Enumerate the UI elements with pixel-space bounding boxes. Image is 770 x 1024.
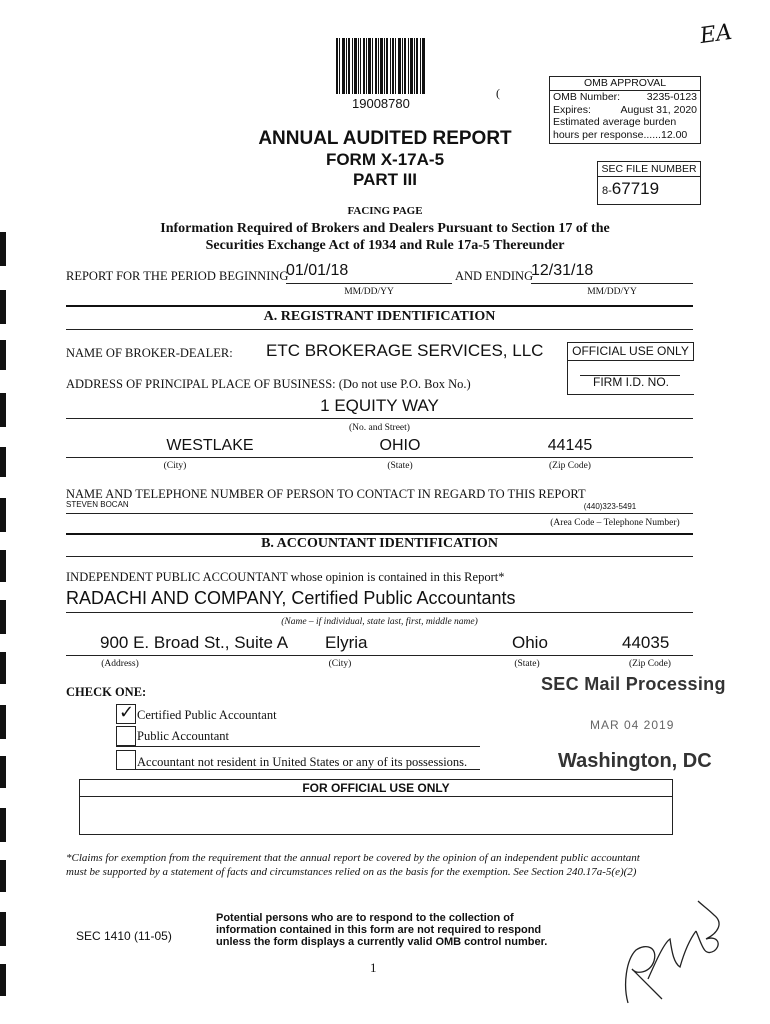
notice-line-1: Potential persons who are to respond to the collection of [216, 912, 514, 924]
option-label-non-resident: Accountant not resident in United States or any of its possessions. [137, 755, 468, 769]
checkmark-icon: ✓ [119, 702, 135, 723]
corner-mark-text: EA [698, 19, 734, 50]
stamp-line-3: Washington, DC [558, 750, 712, 772]
omb-number-label: OMB Number: [553, 91, 621, 103]
city-caption-a: (City) [163, 461, 187, 471]
omb-approval-box [549, 76, 701, 144]
zip-value-a: 44145 [547, 437, 593, 454]
accountant-address-caption: (Address) [101, 659, 139, 669]
accountant-city-caption: (City) [328, 659, 352, 669]
footnote-line-1: *Claims for exemption from the requirement that the annual report be covered by the opinion of an independent public accountant [66, 852, 640, 864]
omb-number-value: 3235-0123 [646, 91, 697, 103]
omb-expires-value: August 31, 2020 [620, 103, 697, 116]
facing-page: FACING PAGE [347, 205, 423, 217]
phone-caption: (Area Code – Telephone Number) [550, 518, 680, 528]
stamp-line-1: SEC Mail Processing [541, 674, 726, 694]
state-caption-a: (State) [387, 461, 413, 471]
state-value-a: OHIO [379, 437, 421, 454]
sec-file-value: 67719 [611, 179, 660, 198]
omb-burden-line1: Estimated average burden [553, 116, 677, 128]
accountant-city-value: Elyria [325, 633, 368, 652]
option-label-certified: Certified Public Accountant [137, 708, 277, 722]
barcode-number: 19008780 [352, 96, 410, 111]
sec-file-label: SEC FILE NUMBER [598, 162, 700, 177]
principal-address-label: ADDRESS OF PRINCIPAL PLACE OF BUSINESS: (Do not use P.O. Box No.) [66, 377, 471, 391]
checkbox-non-resident-accountant[interactable] [116, 750, 136, 770]
period-end-value: 12/31/18 [531, 262, 594, 279]
period-begin-label: REPORT FOR THE PERIOD BEGINNING [66, 269, 289, 283]
omb-burden-line2: hours per response......12.00 [553, 128, 688, 141]
contact-phone: (440)323-5491 [583, 502, 637, 511]
accountant-zip-caption: (Zip Code) [629, 659, 671, 669]
omb-title: OMB APPROVAL [550, 77, 700, 91]
barcode [336, 38, 426, 94]
zip-caption-a: (Zip Code) [549, 461, 591, 471]
street-caption: (No. and Street) [349, 423, 410, 433]
accountant-name-caption: (Name – if individual, state last, first, middle name) [281, 617, 478, 627]
accountant-zip-value: 44035 [622, 633, 670, 652]
footnote-line-2: must be supported by a statement of facts and circumstances relied on as the basis for the exemption. See Section 240.17a-5(e)(2) [66, 866, 637, 878]
section-a-heading: A. REGISTRANT IDENTIFICATION [263, 309, 496, 324]
form-part: PART III [353, 170, 417, 189]
accountant-address-value: 900 E. Broad St., Suite A [100, 633, 289, 652]
checkbox-certified-public-accountant[interactable] [116, 704, 136, 724]
city-value-a: WESTLAKE [166, 437, 254, 454]
accountant-label: INDEPENDENT PUBLIC ACCOUNTANT whose opinion is contained in this Report* [66, 570, 505, 584]
street-value: 1 EQUITY WAY [320, 396, 439, 415]
period-begin-format: MM/DD/YY [344, 287, 394, 297]
page-number: 1 [370, 960, 377, 975]
omb-expires-label: Expires: [553, 103, 591, 116]
checkbox-public-accountant[interactable] [116, 726, 136, 746]
broker-dealer-label: NAME OF BROKER-DEALER: [66, 346, 233, 360]
broker-dealer-value: ETC BROKERAGE SERVICES, LLC [266, 341, 544, 360]
contact-name: STEVEN BOCAN [66, 500, 129, 509]
accountant-state-caption: (State) [514, 659, 540, 669]
official-use-only-b: FOR OFFICIAL USE ONLY [80, 780, 672, 797]
notice-line-2: information contained in this form are not required to respond [216, 924, 542, 936]
form-number: SEC 1410 (11-05) [76, 929, 172, 943]
stray-mark: ( [496, 86, 500, 100]
info-line-1: Information Required of Brokers and Dealers Pursuant to Section 17 of the [160, 221, 610, 236]
handwritten-initials-icon [618, 895, 728, 1007]
notice-line-3: unless the form displays a currently valid OMB control number. [216, 936, 548, 948]
option-label-public: Public Accountant [137, 729, 229, 743]
contact-label: NAME AND TELEPHONE NUMBER OF PERSON TO CONTACT IN REGARD TO THIS REPORT [66, 487, 586, 501]
check-one-label: CHECK ONE: [66, 685, 147, 699]
stamp-line-2: MAR 04 2019 [590, 718, 675, 732]
corner-handwritten-mark [698, 20, 733, 49]
info-line-2: Securities Exchange Act of 1934 and Rule 17a-5 Thereunder [205, 238, 565, 253]
period-end-format: MM/DD/YY [587, 287, 637, 297]
firm-id-label: FIRM I.D. NO. [593, 375, 669, 389]
sec-file-number-box [597, 161, 701, 205]
accountant-value: RADACHI AND COMPANY, Certified Public Accountants [66, 588, 516, 608]
period-begin-value: 01/01/18 [286, 262, 349, 279]
sec-file-prefix: 8- [602, 185, 612, 197]
official-use-box-b [79, 779, 673, 835]
accountant-state-value: Ohio [512, 633, 548, 652]
section-b-heading: B. ACCOUNTANT IDENTIFICATION [261, 536, 498, 551]
official-use-box-a [567, 342, 694, 395]
period-end-label: AND ENDING [455, 269, 534, 283]
official-use-only-a: OFFICIAL USE ONLY [568, 342, 694, 361]
form-name: FORM X-17A-5 [325, 150, 445, 169]
report-title: ANNUAL AUDITED REPORT [258, 128, 512, 149]
